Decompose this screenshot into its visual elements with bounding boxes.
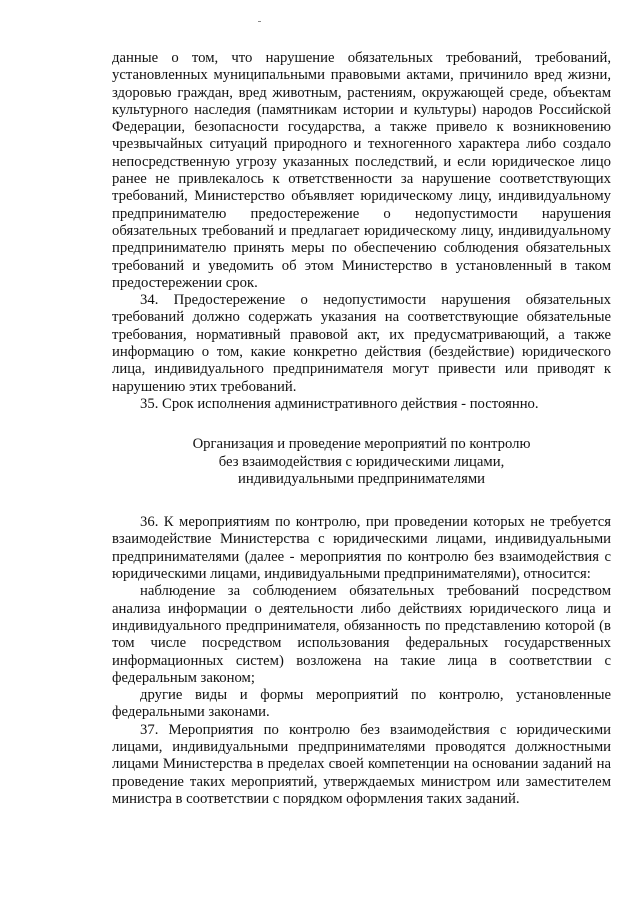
scan-mark [258, 21, 261, 22]
paragraph-35: 35. Срок исполнения административного действия - постоянно. [140, 395, 539, 412]
section-heading-line-1: Организация и проведение мероприятий по контролю [192, 436, 531, 453]
paragraph-36: 36. К мероприятиям по контролю, при проведении которых не требуется взаимодействие Министерства с юридическими лицами, индивидуальными предпринимателями (далее - мероприятия по контролю без взаимодействия с юридическими лицами, индивидуальными предпринимателями), относится: [112, 514, 611, 583]
paragraph-37: 37. Мероприятия по контролю без взаимодействия с юридическими лицами, индивидуальными предпринимателями проводятся должностными лицами Министерства в пределах своей компетенции на основании заданий на проведение таких мероприятий, утверждаемых министром или заместителем министра в соответствии с порядком оформления таких заданий. [112, 721, 611, 807]
section-heading-line-2: без взаимодействия с юридическими лицами, [218, 453, 505, 470]
paragraph-34: 34. Предостережение о недопустимости нарушения обязательных требований должно содержать указания на соответствующие обязательные требования, нормативный правовой акт, их предусматривающий, а также информацию о том, какие конкретно действия (бездействие) юридического лица, индивидуального предпринимателя могут привести или приводят к нарушению этих требований. [112, 292, 611, 395]
section-heading-line-3: индивидуальными предпринимателями [238, 470, 485, 487]
paragraph-36-item-other: другие виды и формы мероприятий по контролю, установленные федеральными законами. [112, 687, 611, 721]
document-body [112, 50, 611, 808]
paragraph-continuation: данные о том, что нарушение обязательных требований, требований, установленных муниципальными правовыми актами, причинило вред жизни, здоровью граждан, вред животным, растениям, окружающей среде, объектам культурного наследия (памятникам истории и культуры) народов Российской Федерации, безопасности государства, а также привело к возникновению чрезвычайных ситуаций природного и техногенного характера либо создало непосредственную угрозу указанных последствий, и если юридическое лицо ранее не привлекалось к ответственности за нарушение соответствующих требований, Министерство объявляет юридическому лицу, индивидуальному предпринимателю предостережение о недопустимости нарушения обязательных требований и предлагает юридическому лицу, индивидуальному предпринимателю принять меры по обеспечению соблюдения обязательных требований и уведомить об этом Министерство в установленный в таком предостережении срок. [112, 50, 611, 291]
section-heading [112, 436, 611, 488]
paragraph-36-item-observation: наблюдение за соблюдением обязательных требований посредством анализа информации о деятельности либо действиях юридического лица и индивидуального предпринимателя, обязанность по представлению которой (в том числе посредством использования федеральных государственных информационных систем) возложена на такие лица в соответствии с федеральным законом; [112, 583, 611, 686]
